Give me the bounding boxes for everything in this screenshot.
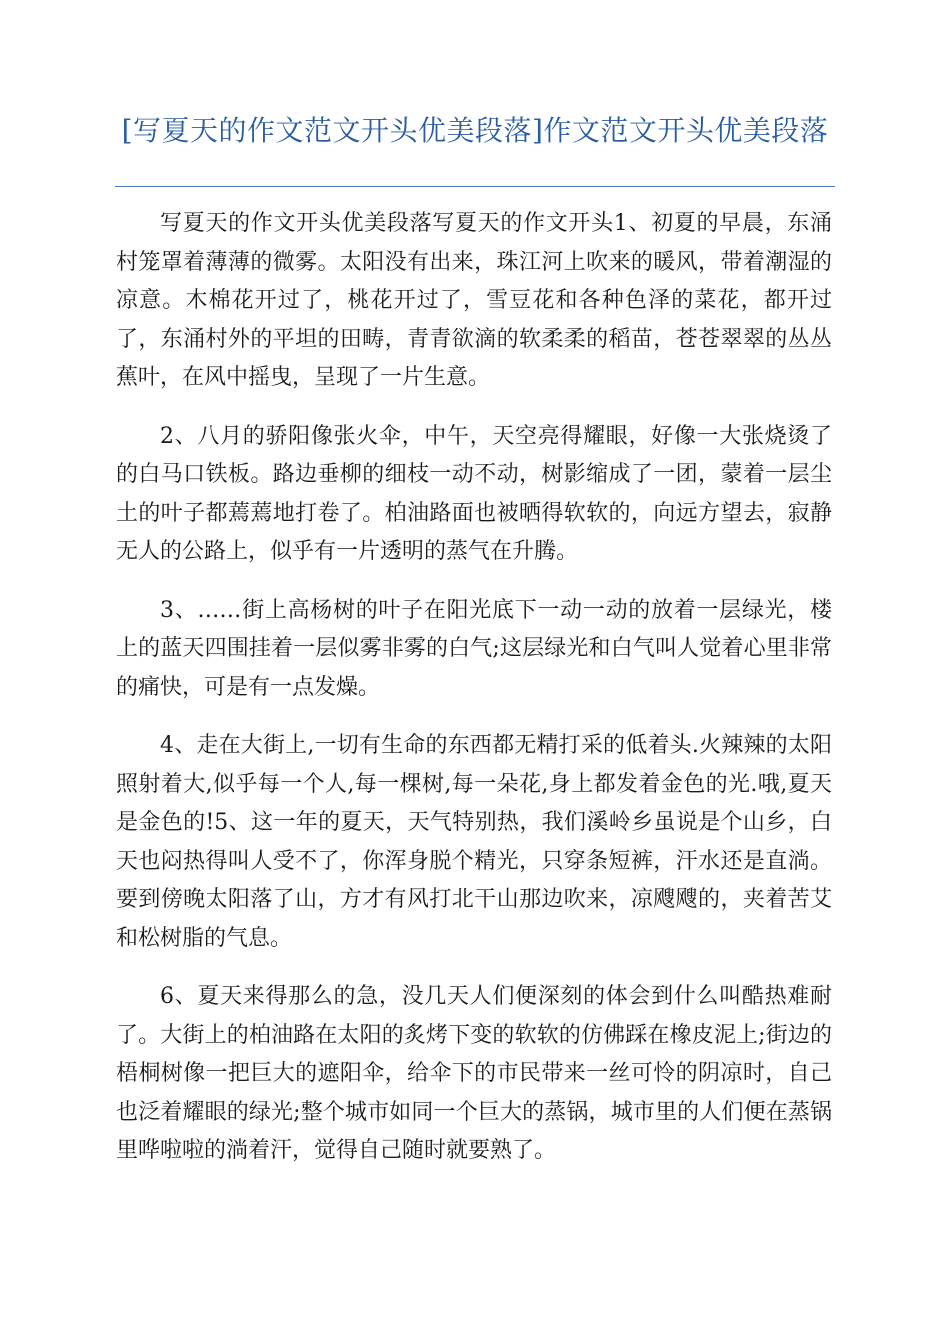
paragraph-2: 2、八月的骄阳像张火伞，中午，天空亮得耀眼，好像一大张烧烫了的白马口铁板。路边垂柳的细枝一动不动，树影缩成了一团，蒙着一层尘土的叶子都蔫蔫地打卷了。柏油路面也被晒得软软的，向远方望去，寂静无人的公路上，似乎有一片透明的蒸气在升腾。 bbox=[116, 423, 832, 564]
title-underline bbox=[115, 186, 835, 187]
paragraph-5: 6、夏天来得那么的急，没几天人们便深刻的体会到什么叫酷热难耐了。大街上的柏油路在太阳的炙烤下变的软软的仿佛踩在橡皮泥上;街边的梧桐树像一把巨大的遮阳伞，给伞下的市民带来一丝可怜的阴凉时，自己也泛着耀眼的绿光;整个城市如同一个巨大的蒸锅，城市里的人们便在蒸锅里哗啦啦的淌着汗，觉得自己随时就要熟了。 bbox=[116, 984, 832, 1163]
paragraph-1: 写夏天的作文开头优美段落写夏天的作文开头1、初夏的早晨，东涌村笼罩着薄薄的微雾。太阳没有出来，珠江河上吹来的暖风，带着潮湿的凉意。木棉花开过了，桃花开过了，雪豆花和各种色泽的菜花，都开过了，东涌村外的平坦的田畴，青青欲滴的软柔柔的稻苗，苍苍翠翠的丛丛蕉叶，在风中摇曳，呈现了一片生意。 bbox=[116, 211, 832, 390]
document-title: [写夏天的作文范文开头优美段落]作文范文开头优美段落 bbox=[121, 114, 829, 147]
document-body bbox=[116, 205, 832, 1191]
paragraph-4: 4、走在大街上,一切有生命的东西都无精打采的低着头.火辣辣的太阳照射着大,似乎每一个人,每一棵树,每一朵花,身上都发着金色的光.哦,夏天是金色的!5、这一年的夏天，天气特别热，我们溪岭乡虽说是个山乡，白天也闷热得叫人受不了，你浑身脱个精光，只穿条短裤，汗水还是直淌。要到傍晚太阳落了山，方才有风打北干山那边吹来，凉飕飕的，夹着苦艾和松树脂的气息。 bbox=[116, 733, 832, 951]
paragraph-3: 3、……街上高杨树的叶子在阳光底下一动一动的放着一层绿光，楼上的蓝天四围挂着一层似雾非雾的白气;这层绿光和白气叫人觉着心里非常的痛快，可是有一点发燥。 bbox=[116, 597, 832, 700]
